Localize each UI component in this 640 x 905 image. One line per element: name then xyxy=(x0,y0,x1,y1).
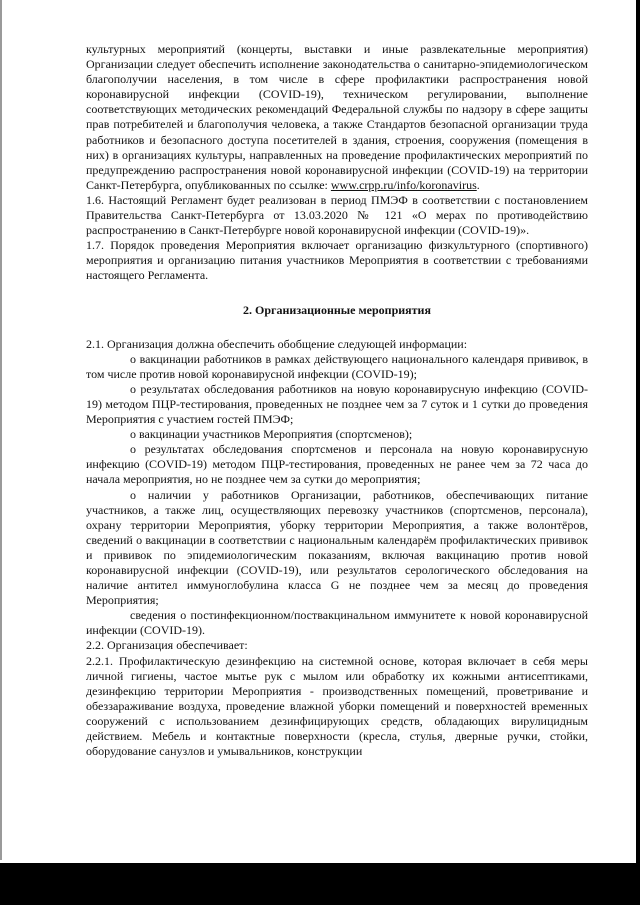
paragraph-2-2: 2.2. Организация обеспечивает: xyxy=(86,638,248,653)
scan-bottom-edge xyxy=(0,863,640,905)
scan-edge-right xyxy=(636,0,640,905)
paragraph-intro-text: культурных мероприятий (концерты, выставки и иные развлекательные мероприятия) Организации следует обеспечить исполнение законодательства о санитарно-эпидемиологическом благополучии населения, в том числе в сфере профилактики распространения новой коронавирусной инфекции (COVID-19), техническом регулировании, выполнение соответствующих методических рекомендаций Федеральной службы по надзору в сфере защиты прав потребителей и благополучия человека, а также Стандартов безопасной организации труда работников и безопасного доступа посетителей в здания, строения, сооружения (помещения в них) в организациях культуры, направленных на проведение профилактических мероприятий по предупреждению распространения новой коронавирусной инфекции (COVID-19) на территории Санкт-Петербурга, опубликованных по ссылке: xyxy=(86,42,588,192)
list-item-pcr-athletes: о результатах обследования спортсменов и персонала на новую коронавирусную инфекцию (COVID-19) методом ПЦР-тестирования, проведенных не ранее чем за 72 часа до начала мероприятия, но не позднее чем за сутки до мероприятия; xyxy=(86,442,588,487)
section-heading-2: 2. Организационные мероприятия xyxy=(243,302,431,317)
paragraph-1-6: 1.6. Настоящий Регламент будет реализован в период ПМЭФ в соответствии с постановлением Правительства Санкт-Петербурга от 13.03.2020 № 121 «О мерах по противодействию распространению в Санкт-Петербурге новой коронавирусной инфекции (COVID-19)». xyxy=(86,192,588,238)
paragraph-1-7: 1.7. Порядок проведения Мероприятия включает организацию физкультурного (спортивного) мероприятия и организацию питания участников Мероприятия в соответствии с требованиями настоящего Регламента. xyxy=(86,238,588,283)
list-item-pcr-workers: о результатах обследования работников на новую коронавирусную инфекцию (COVID-19) методом ПЦР-тестирования, проведенных не позднее чем за 7 суток и 1 сутки до проведения Мероприятия с участием гостей ПМЭФ; xyxy=(86,381,588,427)
document-page xyxy=(86,42,588,759)
paragraph-intro xyxy=(86,42,588,193)
koronavirus-link[interactable]: www.crpp.ru/info/koronavirus xyxy=(330,177,477,192)
list-item-vaccination-athletes: о вакцинации участников Мероприятия (спортсменов); xyxy=(130,427,413,442)
scan-edge-left xyxy=(0,0,2,860)
paragraph-intro-end: . xyxy=(476,177,480,192)
paragraph-2-1: 2.1. Организация должна обеспечить обобщение следующей информации: xyxy=(86,336,468,351)
list-item-post-infection: сведения о постинфекционном/поствакцинальном иммунитете к новой коронавирусной инфекции (COVID-19). xyxy=(86,608,588,638)
paragraph-2-2-1: 2.2.1. Профилактическую дезинфекцию на системной основе, которая включает в себя меры личной гигиены, частое мытье рук с мылом или обработку их кожными антисептиками, дезинфекцию территории Мероприятия - производственных помещений, проветривание и обеззараживание воздуха, проведение влажной уборки помещений и поверхностей временных сооружений с использованием дезинфицирующих средств, обладающих вирулицидным действием. Мебель и контактные поверхности (кресла, стулья, дверные ручки, стойки, оборудование санузлов и умывальников, конструкции xyxy=(86,653,588,759)
list-item-vaccination-workers: о вакцинации работников в рамках действующего национального календаря прививок, в том числе против новой коронавирусной инфекции (COVID-19); xyxy=(86,351,588,381)
list-item-staff-immunity: о наличии у работников Организации, работников, обеспечивающих питание участников, а также лиц, осуществляющих перевозку участников (спортсменов, персонала), охрану территории Мероприятия, уборку территории Мероприятия, а также волонтёров, сведений о вакцинации в соответствии с национальным календарём профилактических прививок и прививок по эпидемиологическим показаниям, включая вакцинацию против новой коронавирусной инфекции (COVID-19), или результатов серологического обследования на наличие антител иммуноглобулина класса G не позднее чем за месяц до проведения Мероприятия; xyxy=(86,487,588,608)
